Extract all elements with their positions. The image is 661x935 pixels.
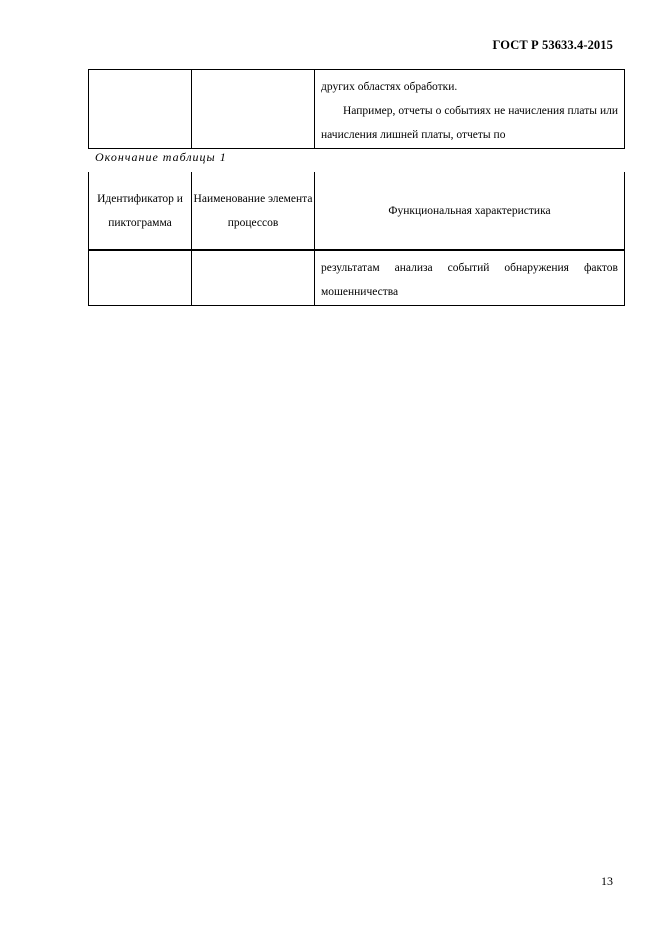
- continued-table: [88, 69, 625, 149]
- table-row: [89, 250, 625, 306]
- table-row: [89, 70, 625, 149]
- characteristic-cell: [315, 70, 625, 149]
- final-table: [88, 172, 625, 306]
- page-number: 13: [601, 874, 613, 888]
- characteristic-paragraph: Например, отчеты о событиях не начисления платы или начисления лишней платы, отчеты по: [321, 105, 618, 141]
- table-header-row: [89, 172, 625, 250]
- characteristic-line-1: других областях обработки.: [321, 81, 458, 93]
- header-characteristic: Функциональная характеристика: [315, 172, 625, 250]
- identifier-cell: [89, 250, 192, 306]
- document-code: ГОСТ Р 53633.4-2015: [492, 38, 613, 52]
- header-process-name: Наименование элемента процессов: [192, 172, 315, 250]
- header-identifier: Идентификатор и пиктограмма: [89, 172, 192, 250]
- process-name-cell: [192, 250, 315, 306]
- process-name-cell: [192, 70, 315, 149]
- characteristic-cell: [315, 250, 625, 306]
- characteristic-text: результатам анализа событий обнаружения фактов мошенничества: [321, 262, 618, 298]
- table-caption: Окончание таблицы 1: [95, 150, 227, 164]
- identifier-cell: [89, 70, 192, 149]
